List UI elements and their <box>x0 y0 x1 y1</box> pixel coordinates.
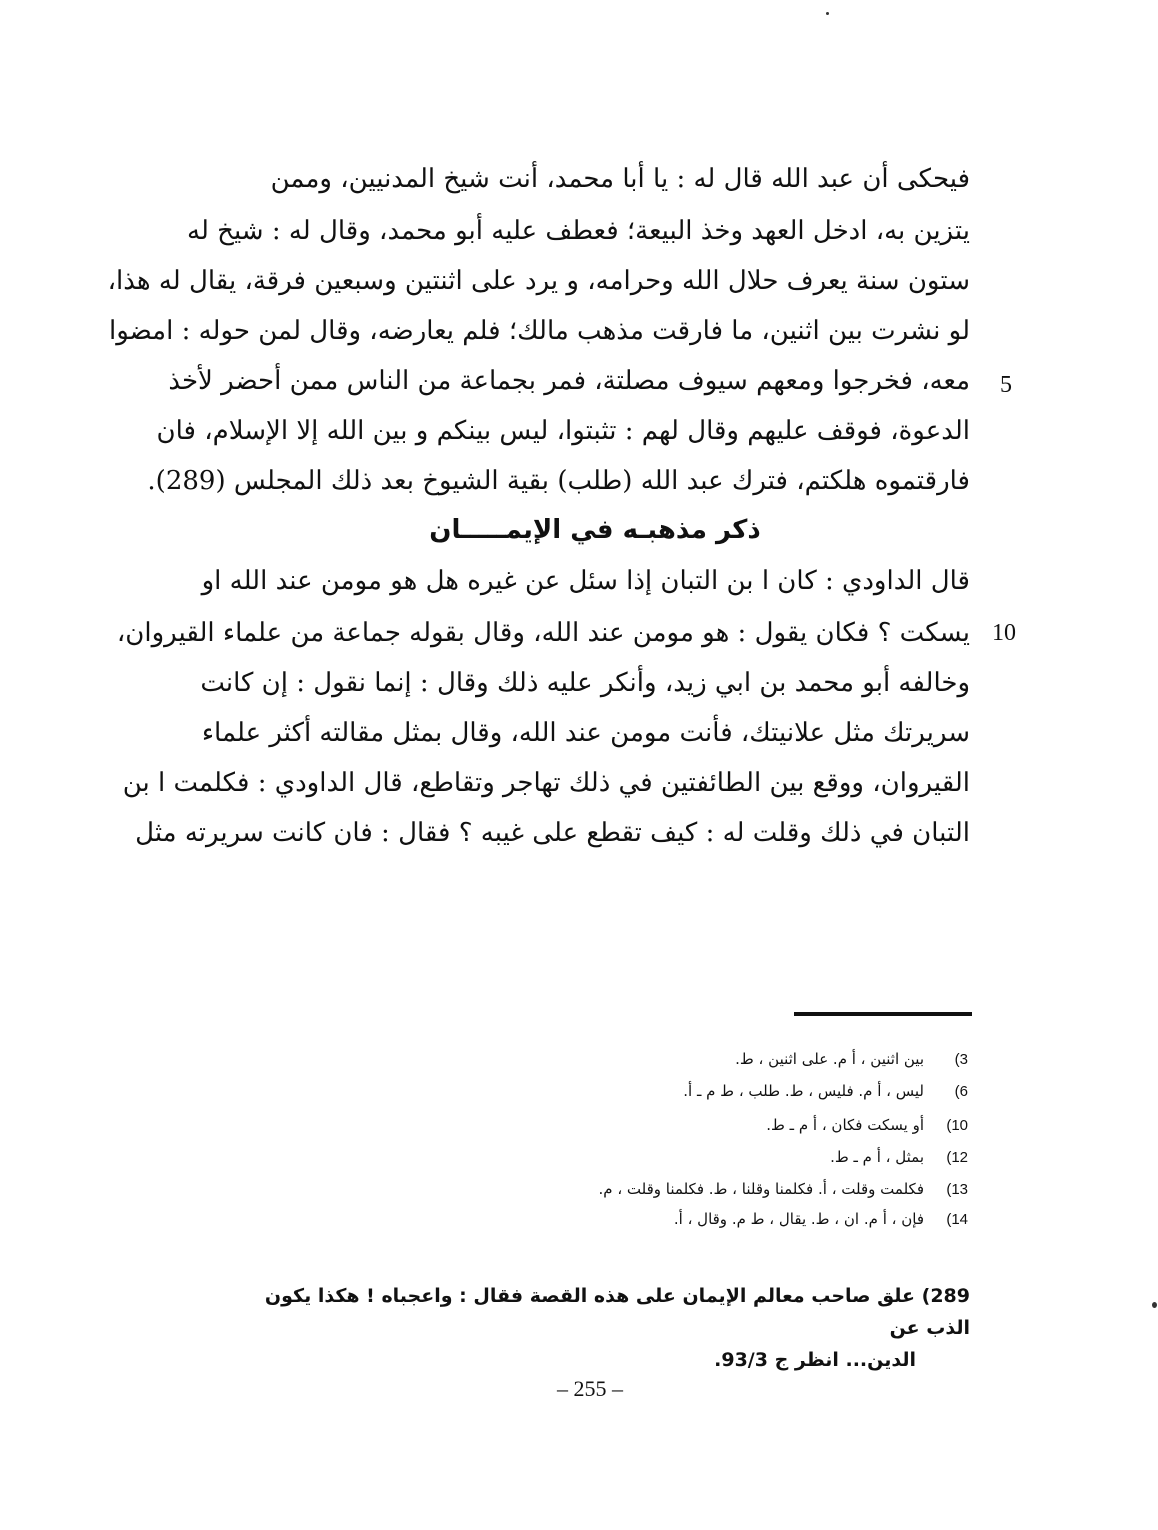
body-line-9: يسكت ؟ فكان يقول : هو مومن عند الله، وقال بقوله جماعة من علماء القيروان، <box>116 618 970 648</box>
line-number-5: 5 <box>1000 372 1012 398</box>
variant-text: فكلمت وقلت ، أ. فكلمنا وقلنا ، ط. فكلمنا وقلت ، م. <box>598 1180 924 1198</box>
variant-text: بمثل ، أ م ـ ط. <box>830 1148 924 1166</box>
variant-number: 3) <box>954 1051 968 1068</box>
body-line-6: الدعوة، فوقف عليهم وقال لهم : تثبتوا، ليس بينكم و بين الله إلا الإسلام، فان <box>156 416 970 446</box>
variant-text: ليس ، أ م. فليس ، ط. طلب ، ط م ـ أ. <box>683 1082 924 1100</box>
body-line-3: ستون سنة يعرف حلال الله وحرامه، و يرد على اثنتين وسبعين فرقة، يقال له هذا، <box>107 266 970 296</box>
variant-note <box>599 1178 969 1201</box>
body-line-13: التبان في ذلك وقلت له : كيف تقطع على غيبه ؟ فقال : فان كانت سريرته مثل <box>135 818 970 848</box>
body-line-12: القيروان، ووقع بين الطائفتين في ذلك تهاجر وتقاطع، قال الداودي : فكلمت ا بن <box>122 768 970 798</box>
body-line-2: يتزين به، ادخل العهد وخذ البيعة؛ فعطف عليه أبو محمد، وقال له : شيخ له <box>187 216 970 246</box>
body-line-7: فارقتموه هلكتم، فترك عبد الله (طلب) بقية الشيوخ بعد ذلك المجلس (289). <box>147 466 970 496</box>
footnote-rule <box>794 1012 972 1016</box>
body-line-5: معه، فخرجوا ومعهم سيوف مصلتة، فمر بجماعة من الناس ممن أحضر لأخذ <box>168 366 970 396</box>
line-number-10: 10 <box>992 620 1016 646</box>
page-number: – 255 – <box>557 1376 623 1401</box>
variant-note <box>735 1048 968 1071</box>
variant-number: 10) <box>946 1117 968 1134</box>
footnote-289 <box>220 1280 970 1376</box>
scan-speck <box>826 12 829 15</box>
body-line-1: فيحكى أن عبد الله قال له : يا أبا محمد، أنت شيخ المدنيين، وممن <box>270 164 970 194</box>
section-heading: ذكر مذهبـه في الإيمـــــان <box>429 515 761 545</box>
variant-note <box>766 1114 968 1137</box>
variant-number: 13) <box>946 1181 968 1198</box>
variant-number: 6) <box>954 1083 968 1100</box>
footnote-text: علق صاحب معالم الإيمان على هذه القصة فقال : واعجباه ! هكذا يكون الذب عن <box>264 1285 970 1339</box>
variant-note <box>683 1080 968 1103</box>
variant-text: فإن ، أ م. ان ، ط. يقال ، ط م. وقال ، أ. <box>673 1210 924 1228</box>
variant-note <box>674 1208 968 1231</box>
variant-note <box>830 1146 968 1169</box>
scan-speck <box>1152 1302 1157 1308</box>
body-line-11: سريرتك مثل علانيتك، فأنت مومن عند الله، وقال بمثل مقالته أكثر علماء <box>201 718 970 748</box>
body-line-4: لو نشرت بين اثنين، ما فارقت مذهب مالك؛ فلم يعارضه، وقال لمن حوله : امضوا <box>108 316 970 346</box>
footnote-line-2: الدين... انظر ج 93/3. <box>714 1349 916 1371</box>
body-line-8: قال الداودي : كان ا بن التبان إذا سئل عن غيره هل هو مومن عند الله او <box>201 566 970 596</box>
footnote-number: 289) <box>921 1285 970 1307</box>
variant-number: 12) <box>946 1149 968 1166</box>
variant-text: أو يسكت فكان ، أ م ـ ط. <box>766 1116 924 1134</box>
variant-number: 14) <box>946 1211 968 1228</box>
footnote-line-1 <box>220 1280 970 1344</box>
variant-text: بين اثنين ، أ م. على اثنين ، ط. <box>735 1050 924 1068</box>
body-line-10: وخالفه أبو محمد بن ابي زيد، وأنكر عليه ذلك وقال : إنما نقول : إن كانت <box>200 668 970 698</box>
